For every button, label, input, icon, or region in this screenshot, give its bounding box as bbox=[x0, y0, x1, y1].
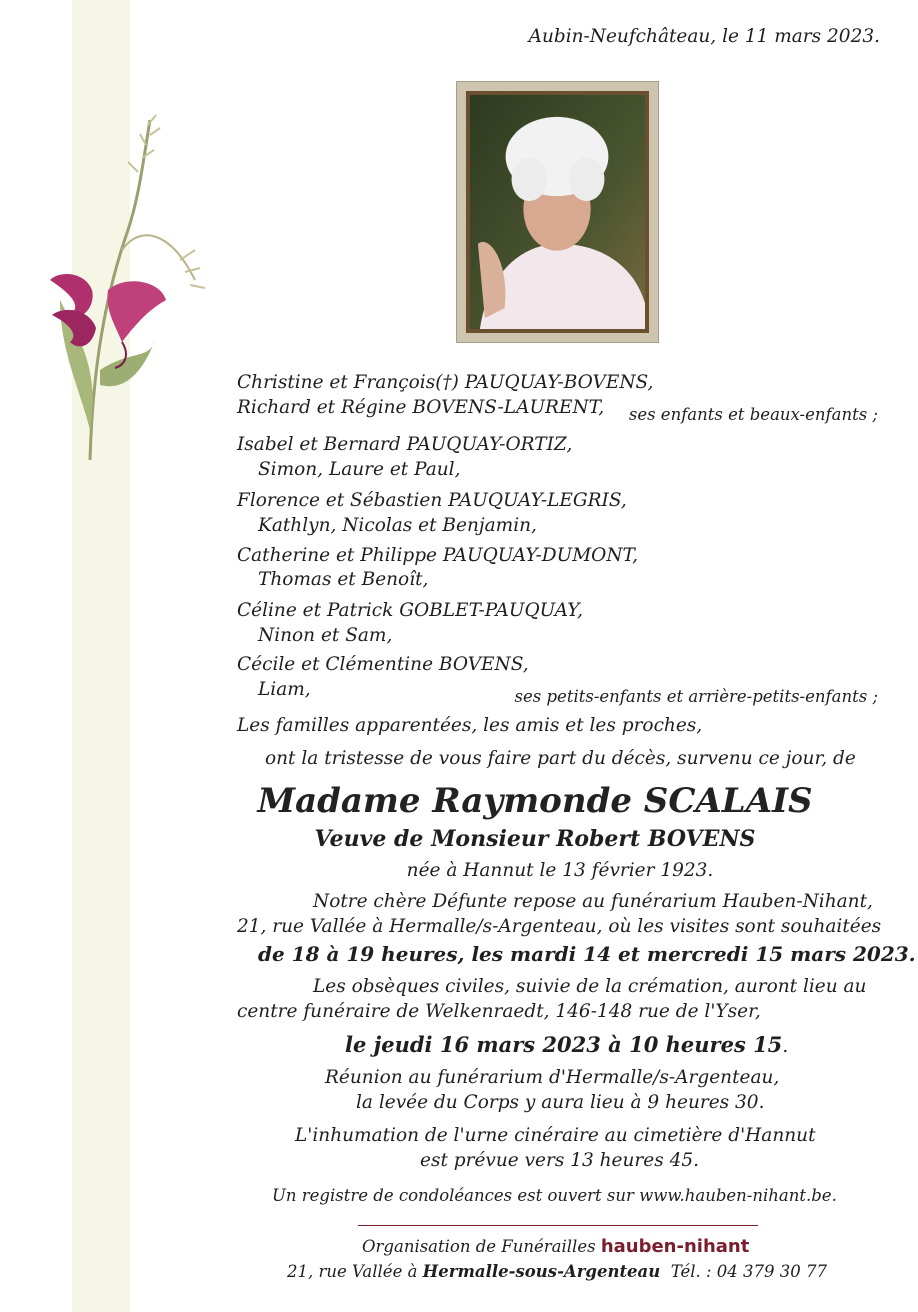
family-line-grandchild-kids-2: Kathlyn, Nicolas et Benjamin, bbox=[258, 515, 537, 536]
birth-line: née à Hannut le 13 février 1923. bbox=[406, 860, 714, 881]
place-date: Aubin-Neufchâteau, le 11 mars 2023. bbox=[528, 26, 880, 47]
meeting-line-2: la levée du Corps y aura lieu à 9 heures 30. bbox=[356, 1092, 765, 1113]
funeral-line-2: centre funéraire de Welkenraedt, 146-148 rue de l'Yser, bbox=[237, 1001, 761, 1022]
family-line-children-2: Richard et Régine BOVENS-LAURENT, bbox=[237, 397, 605, 418]
footer-address bbox=[287, 1264, 827, 1281]
deceased-name: Madame Raymonde SCALAIS bbox=[257, 781, 813, 821]
funeral-period: . bbox=[782, 1036, 789, 1057]
visits-line-1: Notre chère Défunte repose au funérarium Hauben-Nihant, bbox=[313, 891, 873, 912]
footer-divider bbox=[358, 1225, 758, 1226]
funeral-datetime-line bbox=[345, 1034, 788, 1057]
burial-line-2: est prévue vers 13 heures 45. bbox=[420, 1150, 699, 1171]
family-line-grandchild-kids-1: Simon, Laure et Paul, bbox=[258, 459, 461, 480]
grandchildren-relation: ses petits-enfants et arrière-petits-enfants ; bbox=[514, 687, 878, 706]
announcement-intro: ont la tristesse de vous faire part du décès, survenu ce jour, de bbox=[265, 748, 856, 769]
portrait-photo bbox=[470, 95, 645, 329]
family-line-children-1: Christine et François(†) PAUQUAY-BOVENS, bbox=[237, 372, 654, 393]
registry-line: Un registre de condoléances est ouvert sur www.hauben-nihant.be. bbox=[272, 1186, 837, 1205]
family-line-grandchild-parents-3: Catherine et Philippe PAUQUAY-DUMONT, bbox=[237, 545, 639, 566]
portrait-photo-frame bbox=[456, 81, 659, 343]
footer-phone: Tél. : 04 379 30 77 bbox=[670, 1262, 828, 1281]
footer-organisation bbox=[362, 1238, 749, 1256]
visits-times: de 18 à 19 heures, les mardi 14 et mercredi 15 mars 2023. bbox=[258, 942, 916, 966]
family-line-grandchild-kids-4: Ninon et Sam, bbox=[258, 625, 393, 646]
footer-address-prefix: 21, rue Vallée à bbox=[287, 1262, 418, 1281]
brand-logo-text: hauben-nihant bbox=[600, 1236, 750, 1257]
family-line-grandchild-parents-5: Cécile et Clémentine BOVENS, bbox=[237, 654, 529, 675]
widow-line: Veuve de Monsieur Robert BOVENS bbox=[314, 826, 756, 852]
footer-address-city: Hermalle-sous-Argenteau bbox=[422, 1262, 661, 1281]
footer-org-prefix: Organisation de Funérailles bbox=[362, 1237, 596, 1256]
visits-line-2: 21, rue Vallée à Hermalle/s-Argenteau, où les visites sont souhaitées bbox=[237, 916, 882, 937]
family-line-grandchild-kids-5: Liam, bbox=[258, 679, 311, 700]
lily-flower-illustration bbox=[30, 110, 220, 470]
children-relation: ses enfants et beaux-enfants ; bbox=[628, 405, 878, 424]
burial-line-1: L'inhumation de l'urne cinéraire au cimetière d'Hannut bbox=[295, 1125, 816, 1146]
family-others: Les familles apparentées, les amis et les proches, bbox=[237, 715, 703, 736]
funeral-line-1: Les obsèques civiles, suivie de la crémation, auront lieu au bbox=[313, 976, 867, 997]
family-line-grandchild-parents-4: Céline et Patrick GOBLET-PAUQUAY, bbox=[237, 600, 583, 621]
family-line-grandchild-parents-1: Isabel et Bernard PAUQUAY-ORTIZ, bbox=[237, 434, 573, 455]
funeral-datetime: le jeudi 16 mars 2023 à 10 heures 15 bbox=[345, 1032, 783, 1057]
family-line-grandchild-parents-2: Florence et Sébastien PAUQUAY-LEGRIS, bbox=[237, 490, 627, 511]
family-line-grandchild-kids-3: Thomas et Benoît, bbox=[258, 569, 429, 590]
meeting-line-1: Réunion au funérarium d'Hermalle/s-Argenteau, bbox=[325, 1067, 780, 1088]
